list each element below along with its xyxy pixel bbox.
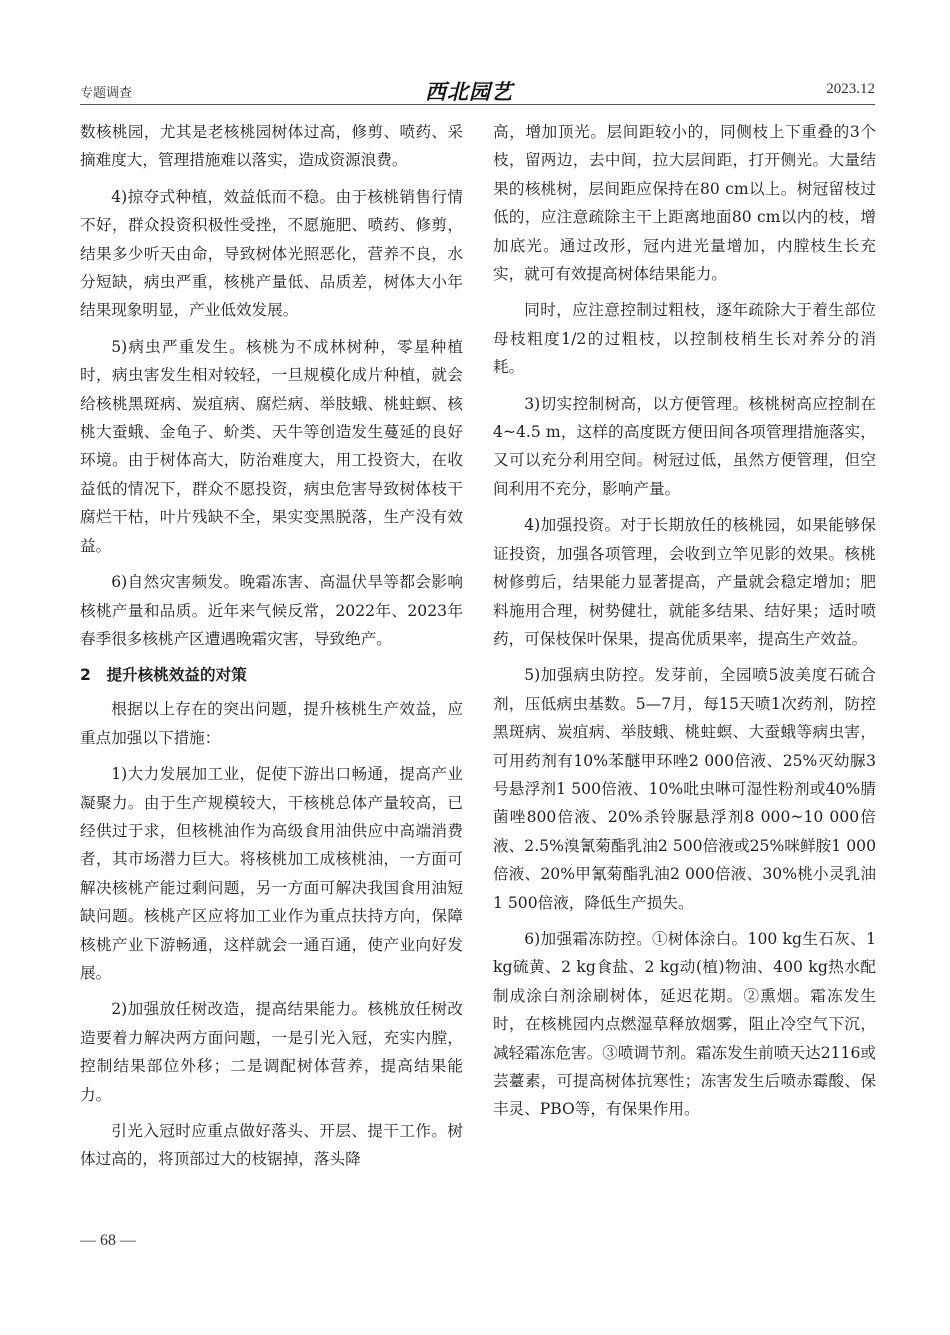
- section-heading: 2 提升核桃效益的对策: [80, 666, 247, 685]
- paragraph: 1)大力发展加工业，促使下游出口畅通，提高产业凝聚力。由于生产规模较大，干核桃总体产量较高，已经供过于求，但核桃油作为高级食用油供应中高端消费者，其市场潜力巨大。将核桃加工成核桃油，一方面可解决核桃产能过剩问题，另一方面可解决我国食用油短缺问题。核桃产区应将加工业作为重点扶持方向，保障核桃产业下游畅通，这样就会一通百通，使产业向好发展。: [80, 765, 463, 982]
- paragraph: 引光入冠时应重点做好落头、开层、提干工作。树体过高的，将顶部过大的枝锯掉，落头降: [80, 1122, 463, 1169]
- paragraph: 2)加强放任树改造，提高结果能力。核桃放任树改造要着力解决两方面问题，一是引光入冠，充实内膛，控制结果部位外移；二是调配树体营养，提高结果能力。: [80, 1000, 463, 1104]
- paragraph: 根据以上存在的突出问题，提升核桃生产效益，应重点加强以下措施：: [80, 700, 463, 747]
- page-header: [80, 78, 875, 102]
- paragraph: 数核桃园，尤其是老核桃园树体过高，修剪、喷药、采摘难度大，管理措施难以落实，造成资源浪费。: [80, 123, 463, 170]
- paragraph: 5)加强病虫防控。发芽前，全园喷5波美度石硫合剂，压低病虫基数。5—7月，每15天喷1次药剂，防控黑斑病、炭疽病、举肢蛾、桃蛀螟、大蚕蛾等病虫害，可用药剂有10%苯醚甲环唑2 000倍液、25%灭幼脲3号悬浮剂1 500倍液、10%吡虫啉可湿性粉剂或40%腈菌唑800倍液、20%杀铃脲悬浮剂8 000~10 000倍液、2.5%溴氰菊酯乳油2 500倍液或25%咪鲜胺1 000倍液、20%甲氰菊酯乳油2 000倍液、30%桃小灵乳油1 500倍液，降低生产损失。: [493, 666, 876, 912]
- paragraph: 4)掠夺式种植，效益低而不稳。由于核桃销售行情不好，群众投资积极性受挫，不愿施肥、喷药、修剪，结果多少听天由命，导致树体光照恶化，营养不良，水分短缺，病虫严重，核桃产量低、品质差，树体大小年结果现象明显，产业低效发展。: [80, 187, 463, 320]
- paragraph: 同时，应注意控制过粗枝，逐年疏除大于着生部位母枝粗度1/2的过粗枝，以控制枝梢生长对养分的消耗。: [493, 301, 876, 377]
- paragraph: 3)切实控制树高，以方便管理。核桃树高应控制在4~4.5 m，这样的高度既方便田间各项管理措施落实，又可以充分利用空间。树冠过低，虽然方便管理，但空间利用不充分，影响产量。: [493, 394, 876, 498]
- paragraph: 4)加强投资。对于长期放任的核桃园，如果能够保证投资，加强各项管理，会收到立竿见影的效果。核桃树修剪后，结果能力显著提高，产量就会稳定增加；肥料施用合理，树势健壮，就能多结果、结好果；适时喷药，可保枝保叶保果，提高优质果率，提高生产效益。: [493, 516, 876, 648]
- page-number: — 68 —: [80, 1232, 136, 1249]
- left-column: [80, 118, 463, 1182]
- header-divider: [80, 104, 875, 105]
- paragraph: 5)病虫严重发生。核桃为不成林树种，零星种植时，病虫害发生相对较轻，一旦规模化成片种植，就会给核桃黑斑病、炭疽病、腐烂病、举肢蛾、桃蛀螟、核桃大蚕蛾、金龟子、蚧类、天牛等创造发生蔓延的良好环境。由于树体高大，防治难度大，用工投资大，在收益低的情况下，群众不愿投资，病虫危害导致树体枝干腐烂干枯，叶片残缺不全，果实变黑脱落，生产没有效益。: [80, 337, 463, 555]
- issue-label: 2023.12: [826, 81, 875, 97]
- section-label: 专题调查: [80, 86, 133, 101]
- paragraph: 6)加强霜冻防控。①树体涂白。100 kg生石灰、1 kg硫黄、2 kg食盐、2 kg动(植)物油、400 kg热水配制成涂白剂涂刷树体，延迟花期。②熏烟。霜冻发生时，在核桃园内点燃湿草释放烟雾，阻止冷空气下沉，减轻霜冻危害。③喷调节剂。霜冻发生前喷天达2116或芸薹素，可提高树体抗寒性；冻害发生后喷赤霉酸、保丰灵、PBO等，有保果作用。: [493, 929, 876, 1119]
- journal-logo: 西北园艺: [425, 79, 513, 104]
- paragraph: 高，增加顶光。层间距较小的，同侧枝上下重叠的3个枝，留两边，去中间，拉大层间距，打开侧光。大量结果的核桃树，层间距应保持在80 cm以上。树冠留枝过低的，应注意疏除主干上距离地面80 cm以内的枝，增加底光。通过改形，冠内进光量增加，内膛枝生长充实，就可有效提高树体结果能力。: [493, 123, 876, 284]
- right-column: [493, 118, 876, 1132]
- paragraph: 6)自然灾害频发。晚霜冻害、高温伏旱等都会影响核桃产量和品质。近年来气候反常，2022年、2023年春季很多核桃产区遭遇晚霜灾害，导致绝产。: [80, 573, 463, 648]
